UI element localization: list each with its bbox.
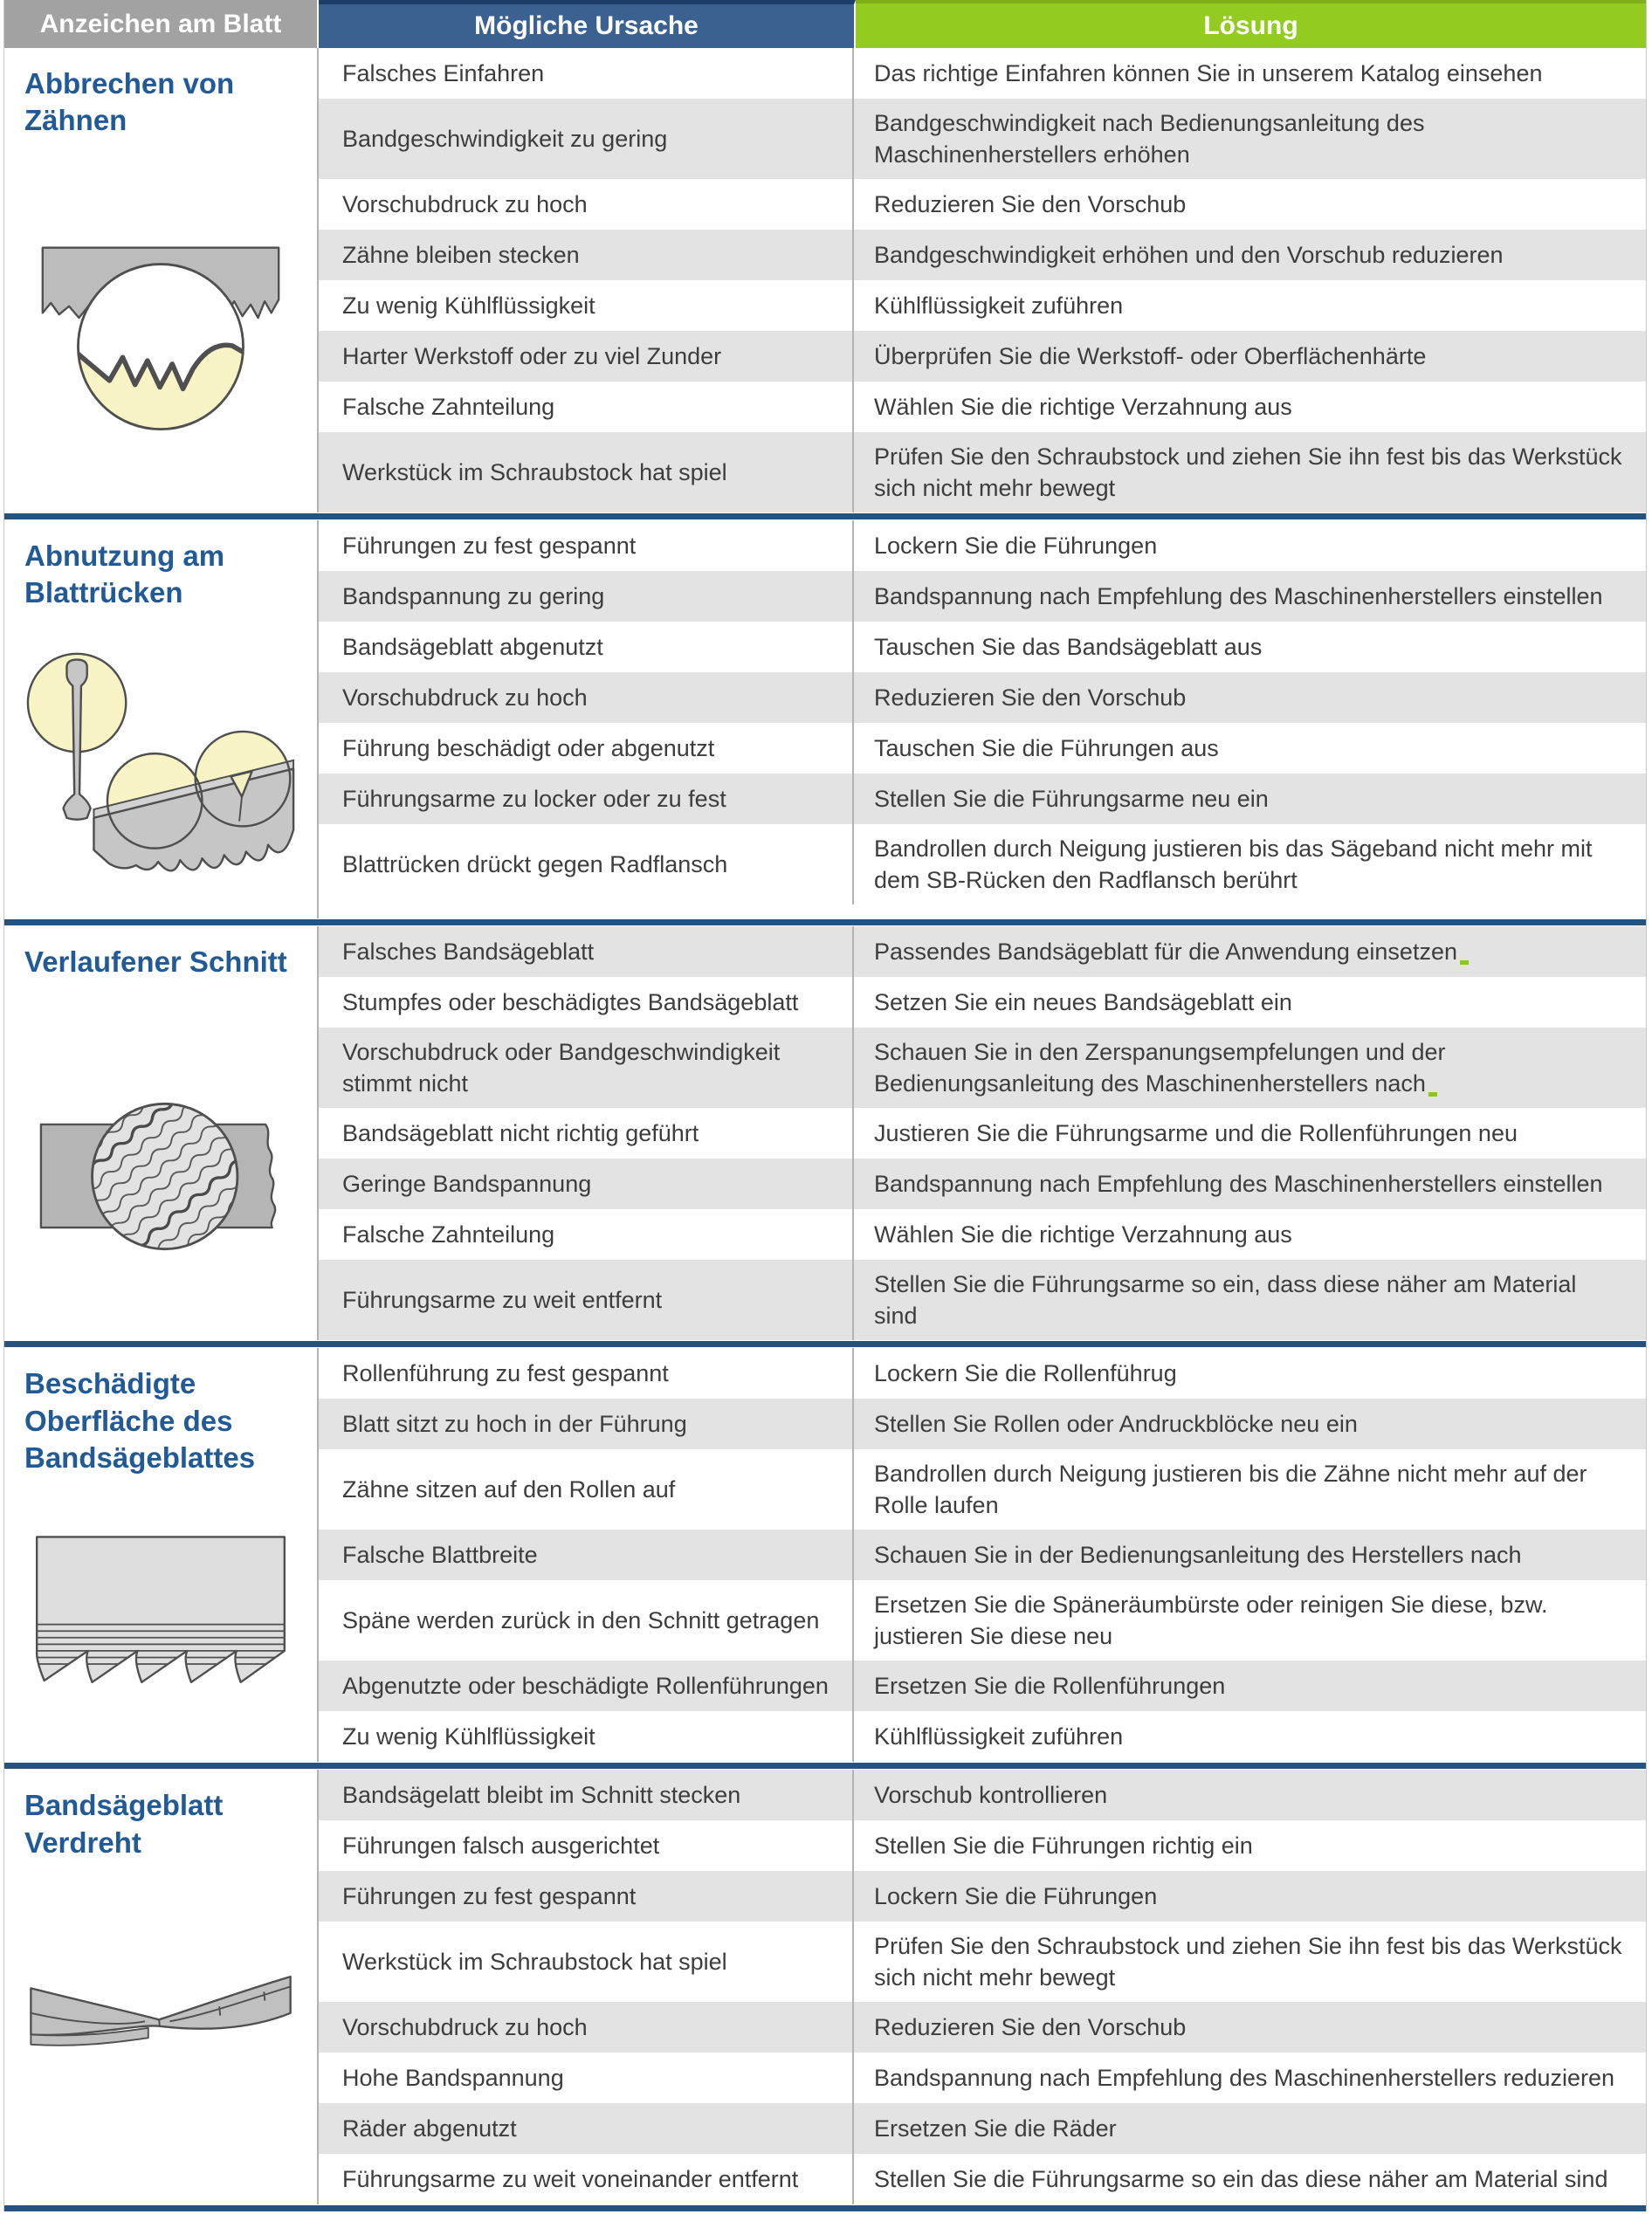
cause-cell	[319, 230, 854, 280]
solution-text: Wählen Sie die richtige Verzahnung aus	[874, 394, 1292, 420]
table-section	[4, 1770, 1646, 2204]
cause-cell	[319, 1399, 854, 1449]
solution-cell	[854, 774, 1646, 824]
table-row	[319, 2002, 1646, 2053]
cause-cell	[319, 774, 854, 824]
damaged-surface-illustration	[24, 1527, 297, 1696]
cause-text: Vorschubdruck zu hoch	[342, 191, 588, 217]
solution-text: Stellen Sie die Führungsarme neu ein	[874, 786, 1269, 812]
table-row	[319, 926, 1646, 977]
table-row	[319, 1449, 1646, 1530]
cause-text: Werkstück im Schraubstock hat spiel	[342, 459, 727, 485]
solution-cell	[854, 1449, 1646, 1530]
symptom-cell	[4, 48, 319, 512]
section-divider	[4, 1341, 1646, 1347]
cause-text: Zu wenig Kühlflüssigkeit	[342, 1723, 595, 1750]
table-row	[319, 280, 1646, 331]
solution-text: Prüfen Sie den Schraubstock und ziehen Sie ihn fest bis das Werkstück sich nicht mehr bewegt	[874, 1933, 1622, 1991]
solution-text: Kühlflüssigkeit zuführen	[874, 1723, 1124, 1750]
cause-cell	[319, 1159, 854, 1209]
solution-cell	[854, 1159, 1646, 1209]
cause-cell	[319, 1209, 854, 1260]
table-row	[319, 1399, 1646, 1449]
solution-cell	[854, 432, 1646, 512]
section-rows	[319, 926, 1646, 1340]
solution-cell	[854, 2154, 1646, 2204]
table-row	[319, 1159, 1646, 1209]
cause-cell	[319, 622, 854, 672]
solution-cell	[854, 926, 1646, 977]
section-title: Abnutzung am Blattrücken	[24, 540, 225, 609]
cause-cell	[319, 432, 854, 512]
solution-cell	[854, 99, 1646, 179]
solution-cell	[854, 1260, 1646, 1340]
cause-text: Werkstück im Schraubstock hat spiel	[342, 1949, 727, 1976]
cause-cell	[319, 280, 854, 331]
section-divider	[4, 1763, 1646, 1769]
symptom-cell	[4, 520, 319, 918]
cause-cell	[319, 2103, 854, 2154]
table-row	[319, 99, 1646, 179]
table-row	[319, 774, 1646, 824]
cause-cell	[319, 1871, 854, 1922]
green-mark	[1460, 960, 1469, 965]
solution-text: Stellen Sie die Führungen richtig ein	[874, 1833, 1253, 1860]
cause-text: Falsches Einfahren	[342, 60, 545, 86]
solution-cell	[854, 571, 1646, 622]
cause-text: Blatt sitzt zu hoch in der Führung	[342, 1411, 687, 1438]
solution-cell	[854, 1820, 1646, 1871]
table-section	[4, 520, 1646, 918]
table-row	[319, 1770, 1646, 1820]
cause-text: Führung beschädigt oder abgenutzt	[342, 735, 715, 761]
column-header-anzeichen: Anzeichen am Blatt	[4, 0, 319, 48]
section-divider	[4, 2205, 1646, 2211]
column-header-ursache: Mögliche Ursache	[319, 0, 856, 48]
cause-text: Stumpfes oder beschädigtes Bandsägeblatt	[342, 989, 799, 1016]
section-title: Verlaufener Schnitt	[24, 946, 287, 979]
solution-text: Das richtige Einfahren können Sie in unserem Katalog einsehen	[874, 60, 1543, 86]
solution-cell	[854, 2053, 1646, 2103]
troubleshooting-table	[3, 0, 1647, 2211]
table-section	[4, 1348, 1646, 1762]
section-divider	[4, 919, 1646, 925]
cause-cell	[319, 520, 854, 571]
cause-cell	[319, 99, 854, 179]
table-body	[4, 48, 1646, 2211]
cause-text: Harter Werkstoff oder zu viel Zunder	[342, 343, 722, 369]
cause-text: Führungsarme zu locker oder zu fest	[342, 786, 726, 812]
solution-cell	[854, 1209, 1646, 1260]
solution-text: Bandgeschwindigkeit nach Bedienungsanleitung des Maschinenherstellers erhöhen	[874, 110, 1425, 168]
table-header-row	[4, 0, 1646, 48]
solution-cell	[854, 1108, 1646, 1159]
table-row	[319, 571, 1646, 622]
solution-cell	[854, 1028, 1646, 1108]
solution-text: Setzen Sie ein neues Bandsägeblatt ein	[874, 989, 1292, 1016]
section-title: Bandsägeblatt Verdreht	[24, 1789, 224, 1859]
solution-cell	[854, 824, 1646, 904]
table-row	[319, 230, 1646, 280]
solution-text: Bandspannung nach Empfehlung des Maschinenherstellers einstellen	[874, 1171, 1603, 1198]
cause-cell	[319, 1770, 854, 1820]
cause-text: Späne werden zurück in den Schnitt getragen	[342, 1607, 820, 1634]
solution-text: Kühlflüssigkeit zuführen	[874, 292, 1124, 319]
solution-cell	[854, 331, 1646, 382]
green-mark	[1428, 1092, 1437, 1097]
table-row	[319, 723, 1646, 774]
section-rows	[319, 48, 1646, 512]
table-row	[319, 1820, 1646, 1871]
cause-cell	[319, 1922, 854, 2002]
cause-cell	[319, 1028, 854, 1108]
solution-cell	[854, 1661, 1646, 1711]
cause-cell	[319, 2002, 854, 2053]
solution-text: Ersetzen Sie die Räder	[874, 2115, 1117, 2142]
section-rows	[319, 1770, 1646, 2204]
solution-text: Schauen Sie in der Bedienungsanleitung des Herstellers nach	[874, 1542, 1522, 1569]
solution-cell	[854, 1770, 1646, 1820]
solution-cell	[854, 672, 1646, 723]
cause-cell	[319, 2053, 854, 2103]
cause-text: Führungsarme zu weit entfernt	[342, 1287, 663, 1314]
table-row	[319, 1028, 1646, 1108]
cause-cell	[319, 1530, 854, 1580]
blade-back-wear-illustration	[21, 622, 300, 892]
table-row	[319, 48, 1646, 99]
cause-text: Vorschubdruck oder Bandgeschwindigkeit stimmt nicht	[342, 1039, 781, 1097]
table-row	[319, 1661, 1646, 1711]
cause-cell	[319, 672, 854, 723]
solution-text: Prüfen Sie den Schraubstock und ziehen Sie ihn fest bis das Werkstück sich nicht mehr bewegt	[874, 444, 1622, 501]
cause-text: Hohe Bandspannung	[342, 2065, 564, 2092]
column-header-loesung: Lösung	[856, 0, 1646, 48]
broken-teeth-illustration	[24, 177, 297, 458]
cause-cell	[319, 1661, 854, 1711]
cause-text: Falsches Bandsägeblatt	[342, 939, 595, 966]
cause-cell	[319, 1108, 854, 1159]
solution-text: Ersetzen Sie die Rollenführungen	[874, 1673, 1226, 1700]
cause-text: Führungen zu fest gespannt	[342, 533, 637, 559]
twisted-blade-illustration	[20, 1963, 301, 2087]
table-section	[4, 48, 1646, 512]
solution-cell	[854, 179, 1646, 230]
cause-text: Führungsarme zu weit voneinander entfernt	[342, 2166, 799, 2193]
solution-cell	[854, 230, 1646, 280]
table-row	[319, 622, 1646, 672]
solution-text: Stellen Sie Rollen oder Andruckblöcke neu ein	[874, 1411, 1358, 1438]
cause-cell	[319, 723, 854, 774]
cause-cell	[319, 1348, 854, 1399]
solution-text: Ersetzen Sie die Späneräumbürste oder reinigen Sie diese, bzw. justieren Sie diese neu	[874, 1592, 1548, 1650]
cause-text: Bandspannung zu gering	[342, 583, 605, 609]
cause-text: Zähne bleiben stecken	[342, 242, 580, 268]
section-title: Abbrechen von Zähnen	[24, 67, 235, 137]
table-row	[319, 2053, 1646, 2103]
cause-text: Rollenführung zu fest gespannt	[342, 1360, 669, 1387]
cause-cell	[319, 1260, 854, 1340]
cause-text: Führungen falsch ausgerichtet	[342, 1833, 660, 1860]
solution-text: Tauschen Sie das Bandsägeblatt aus	[874, 634, 1263, 660]
table-row	[319, 1348, 1646, 1399]
solution-text: Lockern Sie die Führungen	[874, 533, 1158, 559]
solution-cell	[854, 382, 1646, 432]
cause-text: Vorschubdruck zu hoch	[342, 684, 588, 711]
cause-cell	[319, 1711, 854, 1762]
solution-cell	[854, 2002, 1646, 2053]
cause-cell	[319, 824, 854, 904]
table-row	[319, 2154, 1646, 2204]
cause-cell	[319, 1449, 854, 1530]
cause-cell	[319, 1580, 854, 1661]
solution-text: Passendes Bandsägeblatt für die Anwendung einsetzen	[874, 936, 1469, 967]
table-row	[319, 520, 1646, 571]
cause-text: Falsche Blattbreite	[342, 1542, 538, 1569]
solution-text: Stellen Sie die Führungsarme so ein das diese näher am Material sind	[874, 2166, 1608, 2193]
solution-cell	[854, 1922, 1646, 2002]
table-row	[319, 179, 1646, 230]
solution-cell	[854, 48, 1646, 99]
cause-text: Zu wenig Kühlflüssigkeit	[342, 292, 595, 319]
cause-text: Bandsägelatt bleibt im Schnitt stecken	[342, 1782, 741, 1809]
solution-cell	[854, 977, 1646, 1028]
solution-text: Überprüfen Sie die Werkstoff- oder Oberflächenhärte	[874, 343, 1427, 369]
cause-text: Räder abgenutzt	[342, 2115, 517, 2142]
cause-text: Abgenutzte oder beschädigte Rollenführungen	[342, 1673, 829, 1700]
table-row	[319, 331, 1646, 382]
symptom-cell	[4, 1770, 319, 2204]
cause-cell	[319, 2154, 854, 2204]
table-row	[319, 1108, 1646, 1159]
cause-text: Falsche Zahnteilung	[342, 1221, 555, 1248]
solution-text: Justieren Sie die Führungsarme und die Rollenführungen neu	[874, 1120, 1518, 1147]
solution-cell	[854, 1711, 1646, 1762]
cause-cell	[319, 382, 854, 432]
section-rows	[319, 1348, 1646, 1762]
cause-cell	[319, 977, 854, 1028]
table-section	[4, 926, 1646, 1340]
solution-text: Lockern Sie die Rollenführug	[874, 1360, 1177, 1387]
cause-text: Bandsägeblatt abgenutzt	[342, 634, 603, 660]
section-title: Beschädigte Oberfläche des Bandsägeblattes	[24, 1367, 256, 1474]
solution-text: Tauschen Sie die Führungen aus	[874, 735, 1219, 761]
solution-text: Lockern Sie die Führungen	[874, 1883, 1158, 1910]
table-row	[319, 977, 1646, 1028]
cause-cell	[319, 331, 854, 382]
cause-cell	[319, 571, 854, 622]
table-row	[319, 1580, 1646, 1661]
solution-cell	[854, 520, 1646, 571]
cause-text: Geringe Bandspannung	[342, 1171, 592, 1198]
cause-text: Zähne sitzen auf den Rollen auf	[342, 1476, 676, 1503]
table-row	[319, 1922, 1646, 2002]
cause-cell	[319, 926, 854, 977]
cause-cell	[319, 48, 854, 99]
solution-text: Wählen Sie die richtige Verzahnung aus	[874, 1221, 1292, 1248]
solution-text: Bandspannung nach Empfehlung des Maschinenherstellers reduzieren	[874, 2065, 1615, 2092]
solution-text: Bandrollen durch Neigung justieren bis das Sägeband nicht mehr mit dem SB-Rücken den Radflansch berührt	[874, 836, 1593, 893]
cause-text: Blattrücken drückt gegen Radflansch	[342, 851, 728, 877]
table-row	[319, 1209, 1646, 1260]
section-divider	[4, 513, 1646, 519]
solution-cell	[854, 1399, 1646, 1449]
table-row	[319, 2103, 1646, 2154]
solution-text: Vorschub kontrollieren	[874, 1782, 1108, 1809]
section-rows	[319, 520, 1646, 918]
cause-cell	[319, 1820, 854, 1871]
wandering-cut-illustration	[24, 1029, 297, 1277]
cause-text: Bandgeschwindigkeit zu gering	[342, 126, 668, 152]
table-row	[319, 1260, 1646, 1340]
symptom-cell	[4, 926, 319, 1340]
solution-text: Bandspannung nach Empfehlung des Maschinenherstellers einstellen	[874, 583, 1603, 609]
cause-text: Falsche Zahnteilung	[342, 394, 555, 420]
solution-cell	[854, 1348, 1646, 1399]
solution-text: Bandgeschwindigkeit erhöhen und den Vorschub reduzieren	[874, 242, 1504, 268]
solution-text: Reduzieren Sie den Vorschub	[874, 684, 1187, 711]
solution-cell	[854, 1530, 1646, 1580]
solution-cell	[854, 1871, 1646, 1922]
table-row	[319, 824, 1646, 904]
table-row	[319, 432, 1646, 512]
symptom-cell	[4, 1348, 319, 1762]
solution-cell	[854, 622, 1646, 672]
cause-cell	[319, 179, 854, 230]
solution-text: Stellen Sie die Führungsarme so ein, dass diese näher am Material sind	[874, 1271, 1577, 1330]
solution-text: Bandrollen durch Neigung justieren bis die Zähne nicht mehr auf der Rolle laufen	[874, 1461, 1587, 1519]
solution-text: Schauen Sie in den Zerspanungsempfelungen und der Bedienungsanleitung des Maschinenherstellers nach	[874, 1039, 1446, 1097]
cause-text: Führungen zu fest gespannt	[342, 1883, 637, 1910]
solution-cell	[854, 1580, 1646, 1661]
table-row	[319, 1871, 1646, 1922]
solution-cell	[854, 2103, 1646, 2154]
solution-text: Reduzieren Sie den Vorschub	[874, 191, 1187, 217]
cause-text: Vorschubdruck zu hoch	[342, 2014, 588, 2041]
solution-text: Reduzieren Sie den Vorschub	[874, 2014, 1187, 2041]
table-row	[319, 382, 1646, 432]
table-row	[319, 672, 1646, 723]
solution-cell	[854, 723, 1646, 774]
table-row	[319, 1530, 1646, 1580]
solution-cell	[854, 280, 1646, 331]
cause-text: Bandsägeblatt nicht richtig geführt	[342, 1120, 699, 1147]
table-row	[319, 1711, 1646, 1762]
